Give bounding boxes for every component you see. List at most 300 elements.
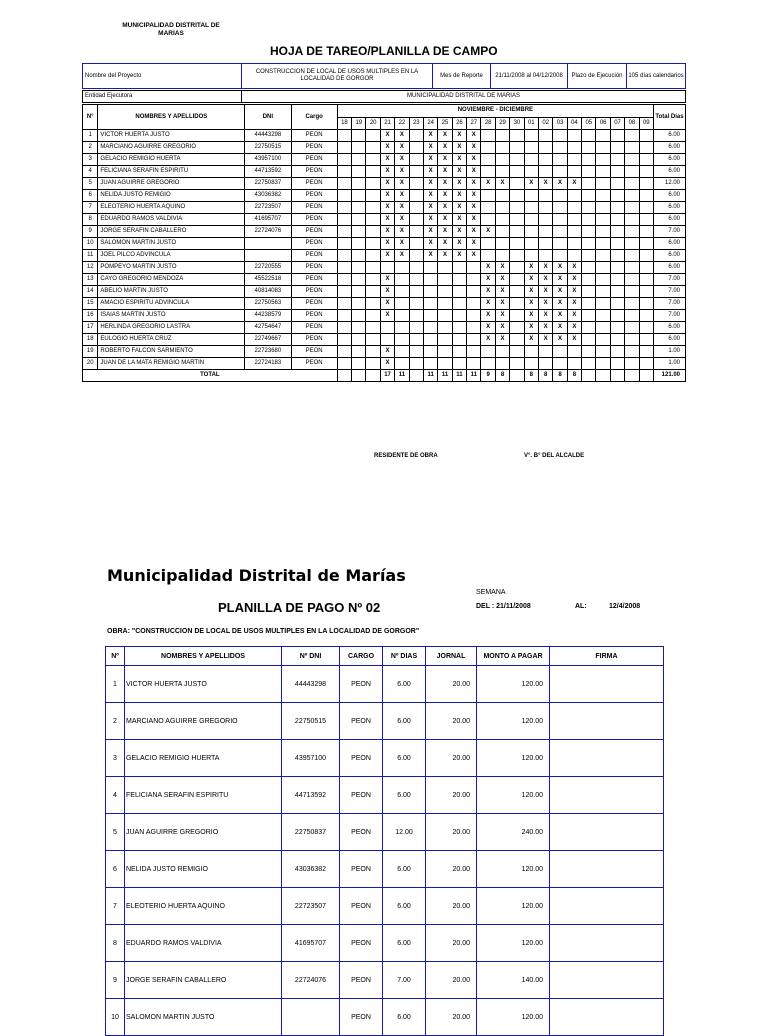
day-total bbox=[337, 370, 351, 382]
payroll-number: 7 bbox=[106, 888, 125, 925]
payroll-row bbox=[106, 888, 664, 925]
attendance-cell bbox=[639, 142, 653, 154]
payroll-wage: 20.00 bbox=[426, 962, 477, 999]
tareo-row bbox=[83, 310, 686, 322]
attendance-mark: X bbox=[524, 286, 538, 298]
attendance-cell bbox=[625, 286, 639, 298]
row-number: 16 bbox=[83, 310, 98, 322]
payroll-wage: 20.00 bbox=[426, 851, 477, 888]
attendance-cell bbox=[639, 178, 653, 190]
day-header: 30 bbox=[510, 117, 524, 130]
attendance-mark: X bbox=[553, 334, 567, 346]
attendance-cell bbox=[495, 358, 509, 370]
worker-cargo: PEON bbox=[291, 274, 337, 286]
attendance-cell bbox=[596, 262, 610, 274]
attendance-cell bbox=[337, 286, 351, 298]
attendance-cell bbox=[610, 310, 624, 322]
attendance-cell bbox=[610, 154, 624, 166]
attendance-cell bbox=[510, 238, 524, 250]
worker-name: CAYO GREGORIO MENDOZA bbox=[98, 274, 245, 286]
worker-cargo: PEON bbox=[291, 202, 337, 214]
worker-dni: 40814083 bbox=[245, 286, 291, 298]
attendance-cell bbox=[510, 310, 524, 322]
row-number: 14 bbox=[83, 286, 98, 298]
attendance-cell bbox=[423, 322, 437, 334]
payroll-col-header: Nº bbox=[106, 647, 125, 666]
attendance-mark: X bbox=[495, 334, 509, 346]
attendance-cell bbox=[596, 154, 610, 166]
attendance-cell bbox=[337, 310, 351, 322]
attendance-mark: X bbox=[438, 250, 452, 262]
payroll-days: 6.00 bbox=[383, 703, 426, 740]
row-number: 8 bbox=[83, 214, 98, 226]
attendance-cell bbox=[524, 142, 538, 154]
attendance-mark: X bbox=[567, 286, 581, 298]
tareo-row bbox=[83, 274, 686, 286]
payroll-row bbox=[106, 777, 664, 814]
attendance-cell bbox=[510, 286, 524, 298]
attendance-cell bbox=[495, 190, 509, 202]
attendance-cell bbox=[337, 322, 351, 334]
attendance-cell bbox=[538, 190, 552, 202]
attendance-cell bbox=[337, 346, 351, 358]
attendance-cell bbox=[409, 166, 423, 178]
attendance-cell bbox=[495, 166, 509, 178]
attendance-cell bbox=[524, 238, 538, 250]
attendance-mark: X bbox=[467, 202, 481, 214]
attendance-cell bbox=[337, 262, 351, 274]
attendance-mark: X bbox=[438, 214, 452, 226]
attendance-cell bbox=[625, 298, 639, 310]
attendance-cell bbox=[366, 346, 380, 358]
tareo-row bbox=[83, 334, 686, 346]
tareo-row bbox=[83, 286, 686, 298]
attendance-cell bbox=[582, 226, 596, 238]
attendance-cell bbox=[481, 346, 495, 358]
tareo-row bbox=[83, 250, 686, 262]
attendance-mark: X bbox=[438, 154, 452, 166]
attendance-cell bbox=[596, 202, 610, 214]
attendance-cell bbox=[409, 274, 423, 286]
attendance-cell bbox=[610, 202, 624, 214]
attendance-mark: X bbox=[495, 310, 509, 322]
attendance-mark: X bbox=[395, 178, 409, 190]
attendance-cell bbox=[438, 358, 452, 370]
col-name: NOMBRES Y APELLIDOS bbox=[98, 105, 245, 130]
signature-cell[interactable] bbox=[550, 666, 664, 703]
total-label: TOTAL bbox=[83, 370, 338, 382]
payroll-table bbox=[105, 646, 664, 1036]
attendance-mark: X bbox=[467, 238, 481, 250]
attendance-mark: X bbox=[481, 322, 495, 334]
payroll-amount: 120.00 bbox=[477, 925, 550, 962]
entity-value: MUNICIPALIDAD DISTRITAL DE MARIAS bbox=[242, 91, 686, 103]
payroll-number: 8 bbox=[106, 925, 125, 962]
attendance-cell bbox=[553, 250, 567, 262]
worker-dni: 22720555 bbox=[245, 262, 291, 274]
attendance-cell bbox=[639, 214, 653, 226]
attendance-cell bbox=[538, 226, 552, 238]
payroll-wage: 20.00 bbox=[426, 814, 477, 851]
payroll-wage: 20.00 bbox=[426, 777, 477, 814]
attendance-mark: X bbox=[567, 178, 581, 190]
attendance-cell bbox=[538, 142, 552, 154]
worker-name: EULOGIO HUERTA CRUZ bbox=[98, 334, 245, 346]
attendance-mark: X bbox=[467, 130, 481, 142]
worker-total-days: 6.00 bbox=[654, 190, 686, 202]
attendance-cell bbox=[610, 226, 624, 238]
attendance-mark: X bbox=[380, 274, 394, 286]
attendance-mark: X bbox=[423, 154, 437, 166]
worker-total-days: 7.00 bbox=[654, 226, 686, 238]
attendance-cell bbox=[610, 166, 624, 178]
attendance-cell bbox=[337, 334, 351, 346]
attendance-cell bbox=[352, 346, 366, 358]
attendance-mark: X bbox=[467, 250, 481, 262]
attendance-mark: X bbox=[524, 334, 538, 346]
attendance-cell bbox=[625, 226, 639, 238]
attendance-mark: X bbox=[423, 166, 437, 178]
payroll-cargo: PEON bbox=[340, 777, 383, 814]
tareo-row bbox=[83, 214, 686, 226]
attendance-cell bbox=[596, 214, 610, 226]
row-number: 19 bbox=[83, 346, 98, 358]
attendance-cell bbox=[452, 322, 466, 334]
attendance-cell bbox=[337, 166, 351, 178]
attendance-mark: X bbox=[395, 202, 409, 214]
payroll-row bbox=[106, 962, 664, 999]
worker-cargo: PEON bbox=[291, 346, 337, 358]
attendance-cell bbox=[395, 298, 409, 310]
attendance-cell bbox=[352, 262, 366, 274]
payroll-dni: 22724076 bbox=[282, 962, 340, 999]
payroll-name: FELICIANA SERAFIN ESPIRITU bbox=[125, 777, 282, 814]
worker-cargo: PEON bbox=[291, 262, 337, 274]
day-header: 23 bbox=[409, 117, 423, 130]
day-header: 03 bbox=[553, 117, 567, 130]
day-header: 08 bbox=[625, 117, 639, 130]
attendance-cell bbox=[524, 130, 538, 142]
attendance-cell bbox=[610, 178, 624, 190]
attendance-cell bbox=[495, 142, 509, 154]
attendance-cell bbox=[510, 142, 524, 154]
attendance-cell bbox=[625, 190, 639, 202]
payroll-cargo: PEON bbox=[340, 888, 383, 925]
day-header: 28 bbox=[481, 117, 495, 130]
attendance-cell bbox=[481, 130, 495, 142]
attendance-mark: X bbox=[380, 286, 394, 298]
attendance-cell bbox=[409, 262, 423, 274]
worker-name: ROBERTO FALCON SARMIENTO bbox=[98, 346, 245, 358]
attendance-cell bbox=[481, 190, 495, 202]
attendance-cell bbox=[366, 166, 380, 178]
attendance-cell bbox=[625, 358, 639, 370]
attendance-cell bbox=[366, 298, 380, 310]
attendance-cell bbox=[610, 298, 624, 310]
payroll-col-header: FIRMA bbox=[550, 647, 664, 666]
attendance-cell bbox=[582, 190, 596, 202]
entity-table bbox=[82, 90, 686, 103]
attendance-cell bbox=[352, 286, 366, 298]
attendance-cell bbox=[610, 346, 624, 358]
payroll-municipality: Municipalidad Distrital de Marías bbox=[107, 566, 406, 585]
attendance-mark: X bbox=[538, 322, 552, 334]
day-header: 25 bbox=[438, 117, 452, 130]
worker-name: HERLINDA GREGORIO LASTRA bbox=[98, 322, 245, 334]
worker-name: GELACIO REMIGIO HUERTA bbox=[98, 154, 245, 166]
municipality-header: MUNICIPALIDAD DISTRITAL DE MARIAS bbox=[122, 22, 220, 37]
attendance-cell bbox=[553, 226, 567, 238]
attendance-cell bbox=[438, 262, 452, 274]
worker-name: AMACIO ESPIRITU ADVINCULA bbox=[98, 298, 245, 310]
attendance-cell bbox=[352, 154, 366, 166]
payroll-amount: 140.00 bbox=[477, 962, 550, 999]
attendance-mark: X bbox=[438, 130, 452, 142]
attendance-cell bbox=[495, 130, 509, 142]
payroll-dni: 44443298 bbox=[282, 666, 340, 703]
attendance-cell bbox=[352, 130, 366, 142]
payroll-amount: 120.00 bbox=[477, 703, 550, 740]
attendance-cell bbox=[538, 358, 552, 370]
signature-cell[interactable] bbox=[550, 814, 664, 851]
payroll-number: 3 bbox=[106, 740, 125, 777]
payroll-number: 2 bbox=[106, 703, 125, 740]
attendance-cell bbox=[352, 178, 366, 190]
payroll-cargo: PEON bbox=[340, 999, 383, 1036]
attendance-cell bbox=[366, 238, 380, 250]
tareo-row bbox=[83, 346, 686, 358]
attendance-cell bbox=[639, 310, 653, 322]
attendance-cell bbox=[625, 154, 639, 166]
attendance-cell bbox=[596, 358, 610, 370]
attendance-mark: X bbox=[481, 286, 495, 298]
worker-total-days: 1.00 bbox=[654, 346, 686, 358]
attendance-cell bbox=[510, 250, 524, 262]
attendance-cell bbox=[553, 142, 567, 154]
attendance-cell bbox=[452, 346, 466, 358]
attendance-mark: X bbox=[467, 154, 481, 166]
attendance-cell bbox=[553, 154, 567, 166]
attendance-mark: X bbox=[380, 166, 394, 178]
attendance-cell bbox=[538, 130, 552, 142]
attendance-cell bbox=[553, 190, 567, 202]
attendance-cell bbox=[596, 190, 610, 202]
attendance-cell bbox=[524, 346, 538, 358]
attendance-cell bbox=[438, 346, 452, 358]
day-total bbox=[352, 370, 366, 382]
row-number: 10 bbox=[83, 238, 98, 250]
signature-cell[interactable] bbox=[550, 888, 664, 925]
attendance-mark: X bbox=[481, 274, 495, 286]
attendance-cell bbox=[639, 274, 653, 286]
attendance-cell bbox=[582, 142, 596, 154]
attendance-cell bbox=[610, 274, 624, 286]
attendance-mark: X bbox=[467, 214, 481, 226]
attendance-cell bbox=[596, 250, 610, 262]
attendance-cell bbox=[625, 142, 639, 154]
day-total: 9 bbox=[481, 370, 495, 382]
signature-cell[interactable] bbox=[550, 777, 664, 814]
attendance-cell bbox=[352, 250, 366, 262]
worker-cargo: PEON bbox=[291, 334, 337, 346]
attendance-cell bbox=[582, 202, 596, 214]
worker-cargo: PEON bbox=[291, 214, 337, 226]
attendance-mark: X bbox=[423, 214, 437, 226]
attendance-cell bbox=[596, 274, 610, 286]
attendance-mark: X bbox=[395, 226, 409, 238]
tareo-row bbox=[83, 322, 686, 334]
worker-name: ABELIO MARTIN JUSTO bbox=[98, 286, 245, 298]
payroll-number: 4 bbox=[106, 777, 125, 814]
signature-cell[interactable] bbox=[550, 962, 664, 999]
attendance-cell bbox=[538, 250, 552, 262]
attendance-cell bbox=[423, 334, 437, 346]
attendance-mark: X bbox=[567, 310, 581, 322]
worker-cargo: PEON bbox=[291, 226, 337, 238]
attendance-cell bbox=[352, 202, 366, 214]
worker-total-days: 6.00 bbox=[654, 214, 686, 226]
attendance-cell bbox=[610, 214, 624, 226]
attendance-cell bbox=[610, 250, 624, 262]
attendance-cell bbox=[481, 358, 495, 370]
attendance-mark: X bbox=[438, 142, 452, 154]
signature-cell[interactable] bbox=[550, 999, 664, 1036]
attendance-mark: X bbox=[452, 238, 466, 250]
attendance-cell bbox=[481, 214, 495, 226]
attendance-cell bbox=[524, 202, 538, 214]
attendance-cell bbox=[380, 322, 394, 334]
payroll-wage: 20.00 bbox=[426, 740, 477, 777]
attendance-cell bbox=[510, 154, 524, 166]
project-label: Nombre del Proyecto bbox=[83, 64, 242, 89]
attendance-cell bbox=[337, 154, 351, 166]
attendance-cell bbox=[639, 238, 653, 250]
worker-name: ELEOTERIO HUERTA AQUINO bbox=[98, 202, 245, 214]
attendance-cell bbox=[481, 238, 495, 250]
signature-cell[interactable] bbox=[550, 703, 664, 740]
attendance-cell bbox=[423, 274, 437, 286]
attendance-cell bbox=[352, 334, 366, 346]
worker-total-days: 6.00 bbox=[654, 154, 686, 166]
attendance-mark: X bbox=[553, 286, 567, 298]
worker-dni: 44238579 bbox=[245, 310, 291, 322]
attendance-cell bbox=[524, 166, 538, 178]
attendance-cell bbox=[395, 274, 409, 286]
attendance-mark: X bbox=[553, 178, 567, 190]
day-header: 24 bbox=[423, 117, 437, 130]
worker-total-days: 6.00 bbox=[654, 250, 686, 262]
attendance-mark: X bbox=[452, 154, 466, 166]
attendance-cell bbox=[639, 250, 653, 262]
worker-total-days: 12.00 bbox=[654, 178, 686, 190]
attendance-cell bbox=[452, 334, 466, 346]
attendance-cell bbox=[538, 166, 552, 178]
attendance-cell bbox=[524, 250, 538, 262]
attendance-cell bbox=[395, 346, 409, 358]
term-value: 105 días calendarios bbox=[627, 64, 686, 89]
row-number: 2 bbox=[83, 142, 98, 154]
payroll-number: 10 bbox=[106, 999, 125, 1036]
del-label: DEL : 21/11/2008 bbox=[476, 603, 531, 610]
attendance-mark: X bbox=[380, 250, 394, 262]
payroll-wage: 20.00 bbox=[426, 666, 477, 703]
payroll-wage: 20.00 bbox=[426, 999, 477, 1036]
signature-cell[interactable] bbox=[550, 925, 664, 962]
attendance-cell bbox=[610, 130, 624, 142]
payroll-row bbox=[106, 814, 664, 851]
attendance-cell bbox=[337, 250, 351, 262]
payroll-row bbox=[106, 999, 664, 1036]
day-total: 11 bbox=[467, 370, 481, 382]
row-number: 5 bbox=[83, 178, 98, 190]
payroll-amount: 240.00 bbox=[477, 814, 550, 851]
payroll-name: MARCIANO AGUIRRE GREGORIO bbox=[125, 703, 282, 740]
day-header: 20 bbox=[366, 117, 380, 130]
attendance-cell bbox=[409, 298, 423, 310]
attendance-mark: X bbox=[467, 142, 481, 154]
worker-dni: 22723507 bbox=[245, 202, 291, 214]
attendance-cell bbox=[409, 358, 423, 370]
tareo-total-row bbox=[83, 370, 686, 382]
attendance-cell bbox=[366, 154, 380, 166]
attendance-cell bbox=[395, 286, 409, 298]
attendance-cell bbox=[366, 250, 380, 262]
day-total bbox=[510, 370, 524, 382]
day-total bbox=[582, 370, 596, 382]
attendance-cell bbox=[625, 178, 639, 190]
worker-cargo: PEON bbox=[291, 298, 337, 310]
attendance-mark: X bbox=[395, 166, 409, 178]
payroll-cargo: PEON bbox=[340, 666, 383, 703]
payroll-amount: 120.00 bbox=[477, 999, 550, 1036]
attendance-mark: X bbox=[452, 226, 466, 238]
tareo-row bbox=[83, 262, 686, 274]
col-cargo: Cargo bbox=[291, 105, 337, 130]
worker-name: EDUARDO RAMOS VALDIVIA bbox=[98, 214, 245, 226]
attendance-mark: X bbox=[452, 130, 466, 142]
attendance-cell bbox=[524, 226, 538, 238]
attendance-cell bbox=[423, 298, 437, 310]
attendance-cell bbox=[567, 166, 581, 178]
attendance-cell bbox=[438, 310, 452, 322]
signature-cell[interactable] bbox=[550, 740, 664, 777]
payroll-cargo: PEON bbox=[340, 925, 383, 962]
worker-dni: 43036382 bbox=[245, 190, 291, 202]
attendance-cell bbox=[538, 202, 552, 214]
tareo-row bbox=[83, 238, 686, 250]
worker-total-days: 6.00 bbox=[654, 166, 686, 178]
attendance-cell bbox=[596, 334, 610, 346]
attendance-cell bbox=[596, 142, 610, 154]
attendance-cell bbox=[639, 154, 653, 166]
payroll-dni: 43036382 bbox=[282, 851, 340, 888]
attendance-cell bbox=[409, 214, 423, 226]
attendance-mark: X bbox=[553, 310, 567, 322]
signature-cell[interactable] bbox=[550, 851, 664, 888]
attendance-cell bbox=[538, 154, 552, 166]
payroll-row bbox=[106, 925, 664, 962]
row-number: 7 bbox=[83, 202, 98, 214]
day-header: 06 bbox=[596, 117, 610, 130]
attendance-cell bbox=[610, 190, 624, 202]
attendance-cell bbox=[567, 346, 581, 358]
attendance-cell bbox=[366, 226, 380, 238]
attendance-cell bbox=[467, 286, 481, 298]
day-header: 27 bbox=[467, 117, 481, 130]
attendance-cell bbox=[409, 154, 423, 166]
attendance-mark: X bbox=[481, 262, 495, 274]
attendance-cell bbox=[452, 274, 466, 286]
